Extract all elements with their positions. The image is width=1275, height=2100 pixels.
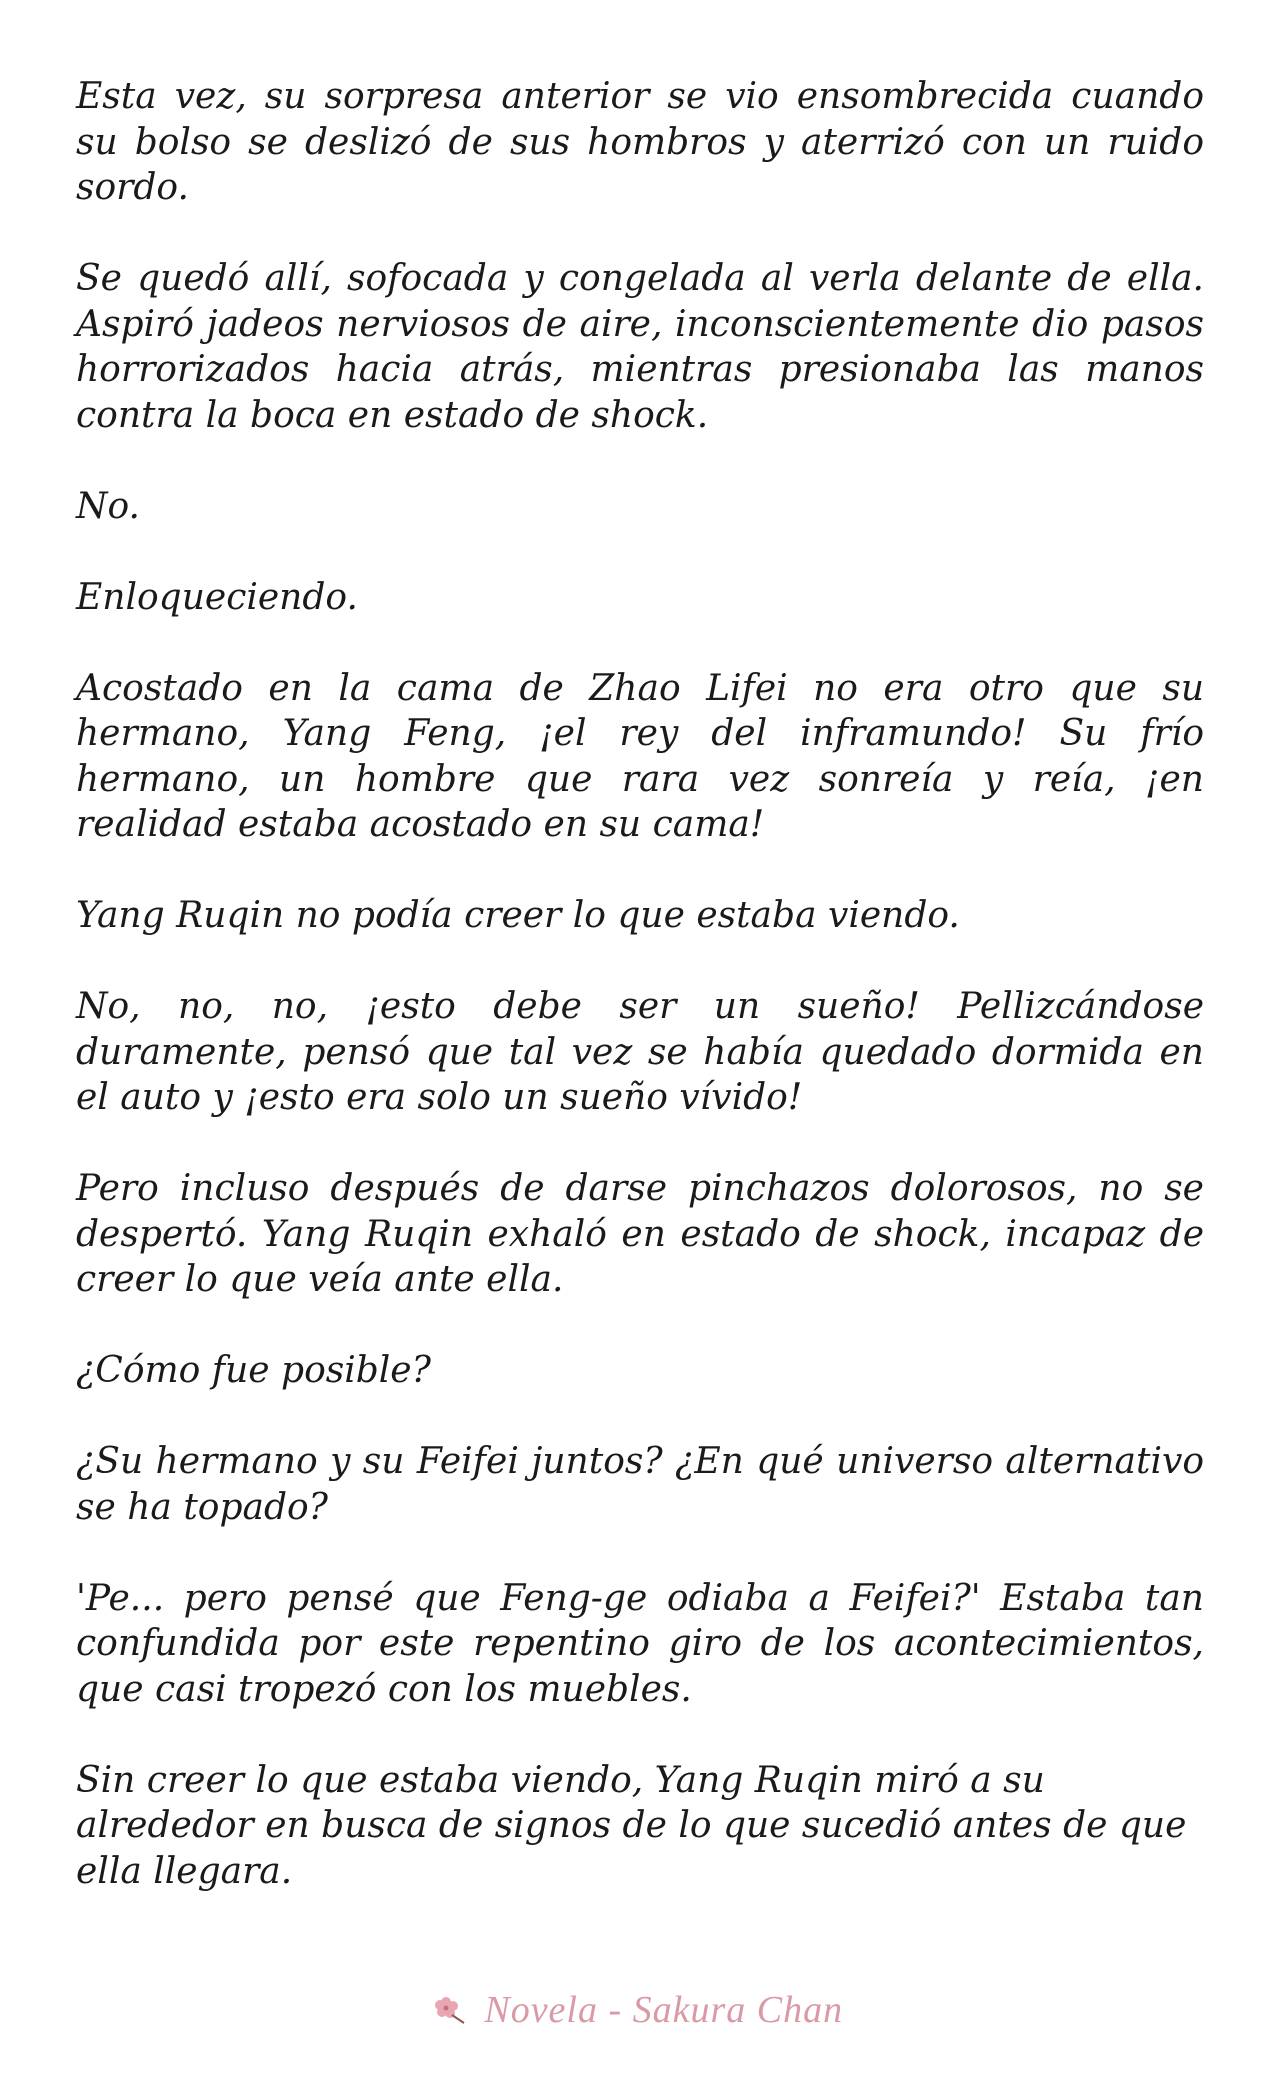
- watermark: [0, 1988, 1275, 2035]
- paragraph-6: Yang Ruqin no podía creer lo que estaba viendo.: [76, 895, 960, 936]
- sakura-blossom-icon: [432, 1991, 468, 2035]
- paragraph-2: Se quedó allí, sofocada y congelada al verla delante de ella. Aspiró jadeos nerviosos de aire, inconscientemente dio pasos horrorizados hacia atrás, mientras presionaba las manos contra la boca en estado de shock.: [76, 258, 1204, 436]
- paragraph-12: Sin creer lo que estaba viendo, Yang Ruqin miró a su alrededor en busca de signos de lo que sucedió antes de que ella llegara.: [76, 1759, 1187, 1892]
- paragraph-10: ¿Su hermano y su Feifei juntos? ¿En qué universo alternativo se ha topado?: [76, 1441, 1204, 1528]
- paragraph-4: Enloqueciendo.: [76, 576, 358, 618]
- paragraph-8: Pero incluso después de darse pinchazos dolorosos, no se despertó. Yang Ruqin exhaló en estado de shock, incapaz de creer lo que veía ante ella.: [76, 1168, 1204, 1300]
- paragraph-7: No, no, no, ¡esto debe ser un sueño! Pellizcándose duramente, pensó que tal vez se había quedado dormida en el auto y ¡esto era solo un sueño vívido!: [76, 986, 1204, 1118]
- document-body: [76, 74, 1204, 1940]
- paragraph-5: Acostado en la cama de Zhao Lifei no era otro que su hermano, Yang Feng, ¡el rey del inframundo! Su frío hermano, un hombre que rara vez sonreía y reía, ¡en realidad estaba acostado en su cama!: [76, 667, 1204, 845]
- paragraph-9: ¿Cómo fue posible?: [76, 1350, 431, 1391]
- paragraph-3: No.: [76, 485, 140, 527]
- paragraph-11: 'Pe... pero pensé que Feng-ge odiaba a Feifei?' Estaba tan confundida por este repentino giro de los acontecimientos, que casi tropezó con los muebles.: [76, 1577, 1204, 1710]
- watermark-text: Novela - Sakura Chan: [484, 1989, 844, 2031]
- paragraph-1: Esta vez, su sorpresa anterior se vio ensombrecida cuando su bolso se deslizó de sus hombros y aterrizó con un ruido sordo.: [76, 76, 1204, 208]
